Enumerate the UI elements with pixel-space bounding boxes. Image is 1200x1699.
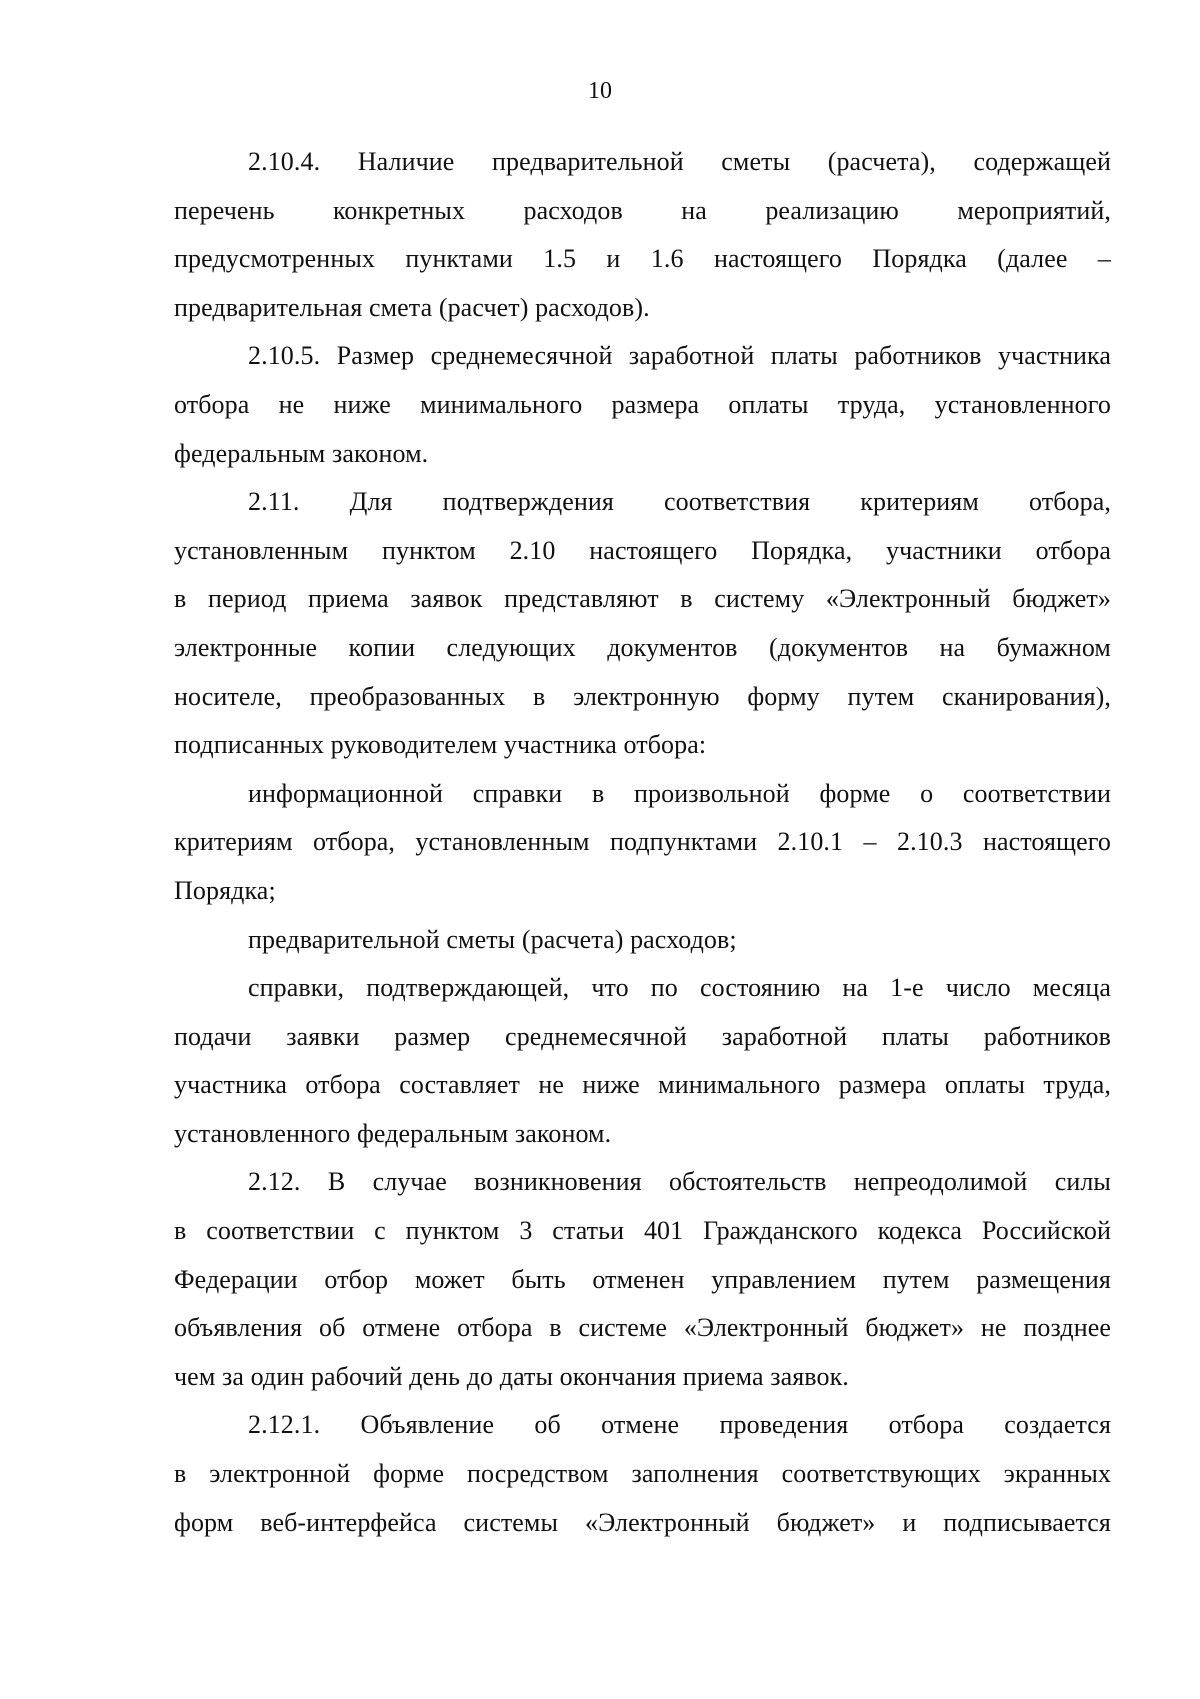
paragraph-2-10-5 (174, 332, 1111, 478)
paragraph-2-11 (174, 478, 1111, 770)
text-line: предусмотренных пунктами 1.5 и 1.6 настоящего Порядка (далее – (174, 244, 1111, 274)
text-line: предварительной сметы (расчета) расходов; (248, 924, 737, 954)
text-line: электронные копии следующих документов (документов на бумажном (174, 632, 1111, 662)
text-line: форм веб-интерфейса системы «Электронный бюджет» и подписывается (174, 1507, 1111, 1537)
text-line: подачи заявки размер среднемесячной заработной платы работников (174, 1021, 1111, 1051)
text-line: в соответствии с пунктом 3 статьи 401 Гражданского кодекса Российской (174, 1216, 1111, 1246)
text-line: установленного федеральным законом. (174, 1118, 612, 1148)
text-line: подписанных руководителем участника отбора: (174, 730, 707, 760)
paragraph-2-12 (174, 1158, 1111, 1401)
text-line: информационной справки в произвольной форме о соответствии (248, 778, 1111, 808)
text-line: 2.11. Для подтверждения соответствия критериям отбора, (248, 487, 1111, 517)
text-line: 2.10.5. Размер среднемесячной заработной платы работников участника (248, 341, 1111, 371)
text-line: отбора не ниже минимального размера оплаты труда, установленного (174, 389, 1111, 419)
text-line: Порядка; (174, 875, 276, 905)
text-line: объявления об отмене отбора в системе «Электронный бюджет» не позднее (174, 1313, 1111, 1343)
paragraph-2-12-1 (174, 1401, 1111, 1547)
text-line: Федерации отбор может быть отменен управлением путем размещения (174, 1264, 1111, 1294)
text-line: перечень конкретных расходов на реализацию мероприятий, (174, 195, 1111, 225)
text-line: критериям отбора, установленным подпунктами 2.10.1 – 2.10.3 настоящего (174, 827, 1111, 857)
text-line: 2.12. В случае возникновения обстоятельств непреодолимой силы (248, 1167, 1111, 1197)
text-line: справки, подтверждающей, что по состоянию на 1-е число месяца (248, 973, 1111, 1003)
document-body (174, 138, 1111, 1547)
paragraph-estimate (174, 916, 1111, 965)
text-line: в период приема заявок представляют в систему «Электронный бюджет» (174, 584, 1111, 614)
paragraph-2-10-4 (174, 138, 1111, 332)
text-line: участника отбора составляет не ниже минимального размера оплаты труда, (174, 1070, 1111, 1100)
text-line: федеральным законом. (174, 438, 429, 468)
text-line: 2.10.4. Наличие предварительной сметы (расчета), содержащей (248, 147, 1111, 176)
paragraph-salary-reference (174, 964, 1111, 1158)
page-number: 10 (588, 78, 612, 104)
paragraph-info-reference (174, 770, 1111, 916)
text-line: предварительная смета (расчет) расходов). (174, 292, 650, 322)
text-line: 2.12.1. Объявление об отмене проведения отбора создается (248, 1410, 1111, 1440)
text-line: установленным пунктом 2.10 настоящего Порядка, участники отбора (174, 535, 1111, 565)
text-line: носителе, преобразованных в электронную форму путем сканирования), (174, 681, 1111, 711)
text-line: чем за один рабочий день до даты окончания приема заявок. (174, 1361, 849, 1391)
text-line: в электронной форме посредством заполнения соответствующих экранных (174, 1459, 1111, 1489)
